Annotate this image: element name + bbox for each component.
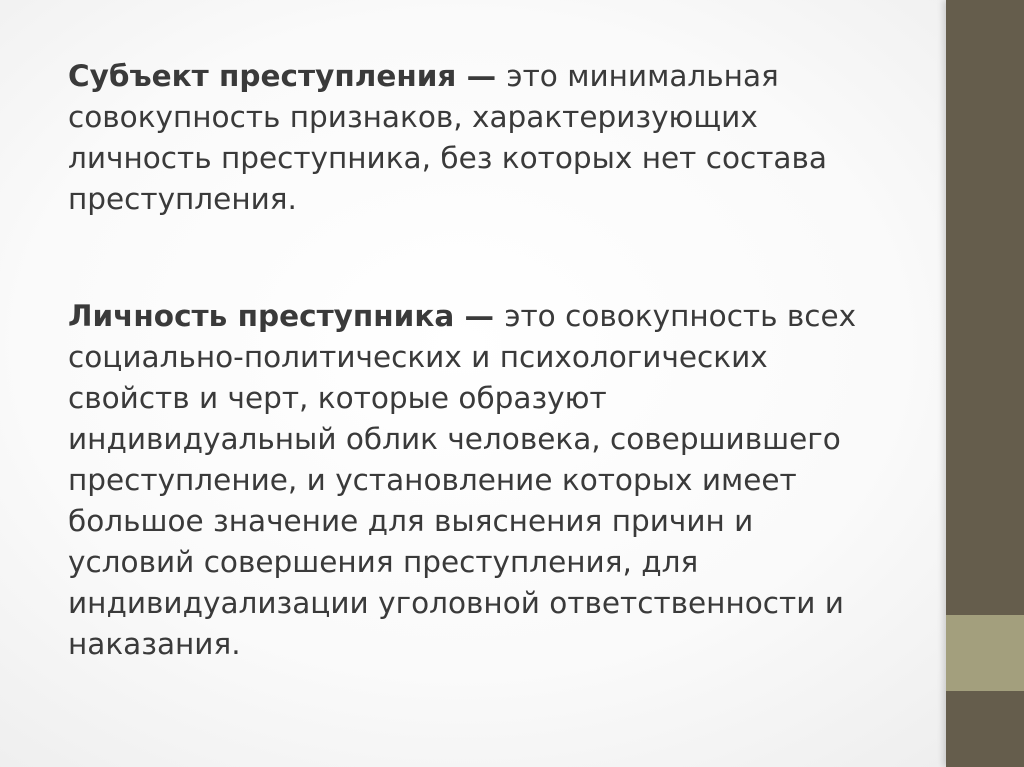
definition-text-line: свойств и черт, которые образуют [68,381,607,415]
sidebar-accent-block [946,615,1024,691]
decorative-sidebar [946,0,1024,767]
slide-content [68,56,928,665]
definition-term: Личность преступника — [68,299,505,333]
definition-text-line: наказания. [68,627,241,661]
definition-text-line: это минимальная [506,59,779,93]
definition-text-line: личность преступника, без которых нет состава [68,141,827,175]
definition-text-line: индивидуальный облик человека, совершившего [68,422,841,456]
definition-text-line: преступление, и установление которых имеет [68,463,797,497]
definition-text-line: социально-политических и психологических [68,340,768,374]
definition-text-line: совокупность признаков, характеризующих [68,100,758,134]
definition-text-line: большое значение для выяснения причин и [68,504,754,538]
definition-text-line: индивидуализации уголовной ответственности и [68,586,844,620]
definition-term: Субъект преступления — [68,59,507,93]
definition-text-line: условий совершения преступления, для [68,545,699,579]
definition-subject-of-crime [68,56,928,220]
definition-text-line: преступления. [68,182,297,216]
definition-criminal-personality [68,296,928,665]
definition-text-line: это совокупность всех [504,299,857,333]
